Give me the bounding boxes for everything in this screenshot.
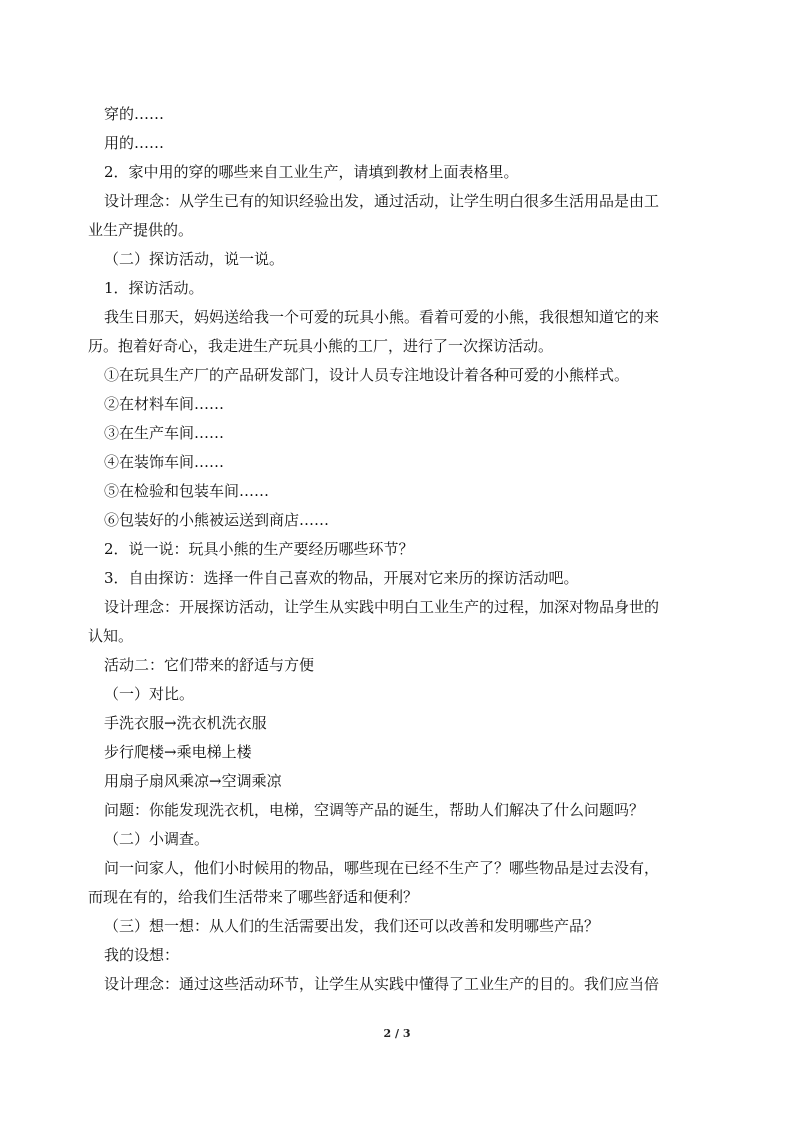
line-25: 问题：你能发现洗衣机，电梯，空调等产品的诞生，帮助人们解决了什么问题吗？ bbox=[104, 801, 645, 819]
line-6: （二）探访活动，说一说。 bbox=[104, 250, 285, 268]
line-18: 设计理念：开展探访活动，让学生从实践中明白工业生产的过程，加深对物品身世的 bbox=[104, 598, 660, 616]
line-5: 业生产提供的。 bbox=[88, 221, 194, 239]
line-30: 我的设想： bbox=[104, 946, 180, 964]
line-23: 步行爬楼→乘电梯上楼 bbox=[104, 743, 252, 761]
line-19: 认知。 bbox=[88, 627, 134, 645]
page-number: 2 / 3 bbox=[383, 1027, 411, 1040]
line-17: 3．自由探访：选择一件自己喜欢的物品，开展对它来历的探访活动吧。 bbox=[104, 569, 579, 587]
line-13: ④在装饰车间…… bbox=[104, 453, 225, 471]
line-21: （一）对比。 bbox=[104, 685, 195, 703]
line-27: 问一问家人，他们小时候用的物品，哪些现在已经不生产了？哪些物品是过去没有， bbox=[104, 859, 660, 877]
line-10: ①在玩具生产厂的产品研发部门，设计人员专注地设计着各种可爱的小熊样式。 bbox=[104, 366, 630, 384]
line-28: 而现在有的，给我们生活带来了哪些舒适和便利？ bbox=[88, 888, 419, 906]
line-7: 1．探访活动。 bbox=[104, 279, 204, 297]
page-body bbox=[88, 100, 714, 999]
line-12: ③在生产车间…… bbox=[104, 424, 225, 442]
line-3: 2．家中用的穿的哪些来自工业生产，请填到教材上面表格里。 bbox=[104, 163, 519, 181]
line-22: 手洗衣服→洗衣机洗衣服 bbox=[104, 714, 267, 732]
line-4: 设计理念：从学生已有的知识经验出发，通过活动，让学生明白很多生活用品是由工 bbox=[104, 192, 660, 210]
line-29: （三）想一想：从人们的生活需要出发，我们还可以改善和发明哪些产品？ bbox=[104, 917, 600, 935]
line-2: 用的…… bbox=[104, 134, 165, 152]
line-20: 活动二：它们带来的舒适与方便 bbox=[104, 656, 315, 674]
line-31: 设计理念：通过这些活动环节，让学生从实践中懂得了工业生产的目的。我们应当倍 bbox=[104, 975, 660, 993]
line-14: ⑤在检验和包装车间…… bbox=[104, 482, 270, 500]
line-9: 历。抱着好奇心，我走进生产玩具小熊的工厂，进行了一次探访活动。 bbox=[88, 337, 554, 355]
line-16: 2．说一说：玩具小熊的生产要经历哪些环节？ bbox=[104, 540, 414, 558]
line-1: 穿的…… bbox=[104, 105, 165, 123]
line-11: ②在材料车间…… bbox=[104, 395, 225, 413]
line-15: ⑥包装好的小熊被运送到商店…… bbox=[104, 511, 330, 529]
line-24: 用扇子扇风乘凉→空调乘凉 bbox=[104, 772, 282, 790]
line-26: （二）小调查。 bbox=[104, 830, 210, 848]
line-8: 我生日那天，妈妈送给我一个可爱的玩具小熊。看着可爱的小熊，我很想知道它的来 bbox=[104, 308, 660, 326]
